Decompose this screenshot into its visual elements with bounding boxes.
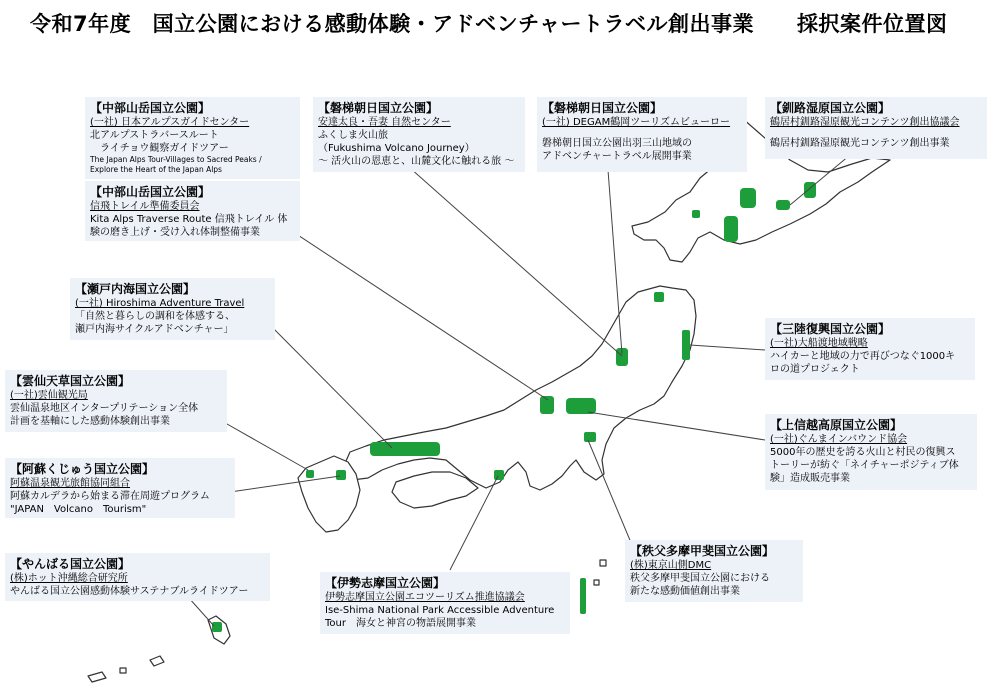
page-title: 令和7年度 国立公園における感動体験・アドベンチャートラベル創出事業 採択案件位置図: [30, 12, 948, 36]
park-area-sanriku: [682, 330, 690, 360]
callout-line: ハイカーと地域の力で再びつなぐ1000キ: [770, 351, 956, 362]
callout-line: 験」造成販売事業: [770, 473, 850, 484]
callout-header: 【中部山岳国立公園】: [90, 101, 211, 115]
park-area-kushiro: [776, 200, 790, 210]
callout-header: 【やんばる国立公園】: [10, 557, 131, 571]
callout-line: 計画を基軸にした感動体験創出事業: [10, 416, 170, 427]
leader-line-chichibu: [588, 440, 632, 545]
callout-line: 瀬戸内海サイクルアドベンチャー」: [75, 324, 234, 335]
callout-organization: (一社)大船渡地域戦略: [770, 338, 868, 349]
callout-line: アドベンチャートラベル展開事業: [542, 151, 692, 162]
park-area-rishiri: [692, 210, 700, 218]
callout-line: 阿蘇カルデラから始まる滞在周遊プログラム: [10, 491, 210, 502]
callout-line: 磐梯朝日国立公園出羽三山地域の: [542, 138, 692, 149]
park-area-yanbaru: [212, 622, 222, 632]
park-area-aso: [336, 470, 346, 480]
callout-organization: 阿蘇温泉観光旅館協同組合: [10, 478, 130, 489]
callout-sanriku: [765, 318, 975, 380]
callout-line: 秩父多摩甲斐国立公園における: [630, 573, 770, 584]
callout-line: 北アルプストラバースルート: [90, 130, 219, 141]
callout-line: 5000年の歴史を誇る火山と村民の復興ス: [770, 447, 956, 458]
callout-line: "JAPAN Volcano Tourism": [10, 504, 147, 515]
callout-organization: (一社) DEGAM鶴岡ツーリズムビューロー: [542, 117, 731, 128]
park-area-ise: [494, 470, 504, 480]
honshu-land: [342, 286, 696, 490]
park-area-shikotsu: [724, 216, 738, 242]
okinawa-islet-1: [150, 656, 164, 666]
callout-ise: [320, 572, 570, 634]
callout-spacer: [542, 129, 742, 137]
callout-organization: (株)東京山側DMC: [630, 560, 712, 571]
callout-header: 【上信越高原国立公園】: [770, 418, 903, 432]
okinawa-islet-2: [88, 672, 106, 682]
callout-line: 験の磨き上げ・受け入れ体制整備事業: [90, 227, 260, 238]
callout-header: 【三陸復興国立公園】: [770, 322, 891, 336]
park-area-unzen: [306, 470, 314, 478]
callout-unzen: [5, 370, 227, 432]
callout-header: 【釧路湿原国立公園】: [770, 101, 891, 115]
callout-small-line: Explore the Heart of the Japan Alps: [90, 165, 222, 174]
callout-organization: (一社)雲仙観光局: [10, 390, 88, 401]
park-area-setonaikai: [370, 442, 440, 456]
callout-bandai-2: [537, 97, 747, 172]
callout-organization: 伊勢志摩国立公園エコツーリズム推進協議会: [325, 592, 525, 603]
park-area-towada: [654, 292, 664, 302]
callout-joshinetsu: [765, 414, 977, 490]
callout-line: （Fukushima Volcano Journey）: [318, 143, 475, 154]
callout-organization: (一社)ぐんまインバウンド協会: [770, 434, 908, 445]
shikoku-land: [392, 472, 478, 508]
callout-line: 新たな感動価値創出事業: [630, 586, 740, 597]
callout-small-line: The Japan Alps Tour-Villages to Sacred Peaks /: [90, 155, 262, 164]
callout-organization: (一社) 日本アルプスガイドセンター: [90, 117, 250, 128]
callout-chubu-2: [85, 181, 300, 241]
callout-aso: [5, 458, 235, 518]
callout-line: トーリーが紡ぐ「ネイチャーポジティブ体: [770, 460, 959, 471]
izu-island-1: [600, 560, 606, 566]
callout-line: Kita Alps Traverse Route 信飛トレイル 体: [90, 214, 288, 225]
leader-line-sanriku: [690, 345, 765, 350]
callout-spacer: [770, 129, 982, 137]
callout-line: Tour 海女と神宮の物語展開事業: [325, 618, 476, 629]
callout-organization: (株)ホット沖縄総合研究所: [10, 573, 128, 584]
callout-line: ロの道プロジェクト: [770, 364, 860, 375]
kyushu-land: [298, 456, 360, 532]
park-area-daisetsuzan: [740, 188, 756, 208]
callout-header: 【磐梯朝日国立公園】: [542, 101, 663, 115]
park-area-joshinetsu: [566, 398, 596, 414]
callout-organization: 安達太良・吾妻 自然センター: [318, 117, 451, 128]
leader-line-setonaikai: [270, 325, 392, 448]
callout-organization: 鶴居村釧路湿原観光コンテンツ創出協議会: [770, 117, 960, 128]
callout-kushiro: [765, 97, 987, 159]
callout-line: ライチョウ観察ガイドツアー: [90, 143, 229, 154]
park-area-chichibu: [584, 432, 596, 442]
callout-yanbaru: [5, 553, 270, 601]
callout-header: 【中部山岳国立公園】: [90, 185, 211, 199]
callout-line: ～ 活火山の恩恵と、山麓文化に触れる旅 ～: [318, 156, 515, 167]
callout-header: 【阿蘇くじゅう国立公園】: [10, 462, 155, 476]
callout-bandai-1: [313, 97, 525, 172]
callout-line: Ise-Shima National Park Accessible Adventure: [325, 605, 555, 616]
okinawa-islet-3: [120, 668, 126, 673]
callout-chichibu: [625, 540, 803, 602]
callout-line: やんばる国立公園感動体験サステナブルライドツアー: [10, 586, 249, 597]
callout-line: ふくしま火山旅: [318, 130, 388, 141]
park-area-chubu: [540, 396, 554, 414]
callout-header: 【雲仙天草国立公園】: [10, 374, 131, 388]
callout-organization: (一社) Hiroshima Adventure Travel: [75, 298, 245, 309]
callout-header: 【瀬戸内海国立公園】: [75, 282, 196, 296]
callout-header: 【磐梯朝日国立公園】: [318, 101, 439, 115]
callout-chubu-1: [85, 97, 300, 179]
izu-island-2: [594, 580, 599, 585]
callout-header: 【秩父多摩甲斐国立公園】: [630, 544, 775, 558]
callout-line: 「自然と暮らしの調和を体感する、: [75, 311, 235, 322]
callout-header: 【伊勢志摩国立公園】: [325, 576, 446, 590]
callout-setonaikai: [70, 278, 275, 340]
callout-organization: 信飛トレイル準備委員会: [90, 201, 200, 212]
leader-line-bandai1: [410, 168, 622, 356]
park-area-ogasawara: [580, 578, 586, 614]
callout-line: 鶴居村釧路湿原観光コンテンツ創出事業: [770, 138, 950, 149]
callout-line: 雲仙温泉地区インタープリテーション全体: [10, 403, 199, 414]
